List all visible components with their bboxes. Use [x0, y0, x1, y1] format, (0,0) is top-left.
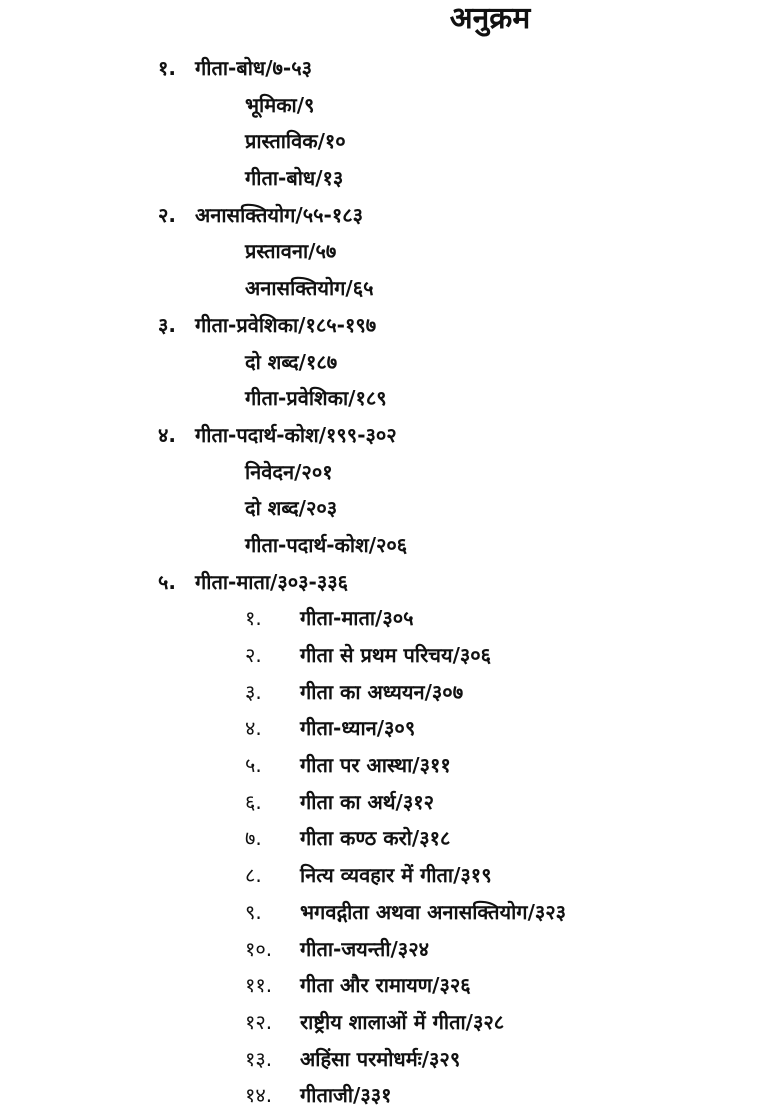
toc-chapter — [0, 747, 780, 784]
entry-title: गीता का अध्ययन/३०७ — [300, 679, 464, 704]
toc-subsection — [0, 123, 780, 160]
toc-section — [0, 197, 780, 234]
toc-subsection — [0, 160, 780, 197]
toc-chapter — [0, 1077, 780, 1114]
entry-title: गीताजी/३३१ — [300, 1083, 392, 1108]
entry-number: १. — [245, 606, 262, 631]
entry-title: गीता-जयन्ती/३२४ — [300, 936, 430, 961]
toc-subsection — [0, 454, 780, 491]
entry-number: १२. — [245, 1009, 273, 1034]
entry-title: अहिंसा परमोधर्मः/३२९ — [300, 1046, 461, 1071]
entry-title: गीता-ध्यान/३०९ — [300, 716, 416, 741]
entry-title: दो शब्द/१८७ — [245, 349, 338, 374]
entry-title: गीता-बोध/७-५३ — [195, 56, 313, 80]
toc-chapter — [0, 820, 780, 857]
entry-number: २. — [245, 643, 262, 667]
entry-title: गीता-प्रवेशिका/१८५-१९७ — [195, 312, 377, 337]
entry-title: भगवद्गीता अथवा अनासक्तियोग/३२३ — [300, 899, 567, 924]
entry-number: ३. — [245, 679, 262, 704]
toc-chapter — [0, 1004, 780, 1041]
entry-number: ११. — [245, 973, 273, 998]
toc-chapter — [0, 894, 780, 931]
entry-title: गीता-माता/३०५ — [300, 606, 414, 631]
toc-subsection — [0, 344, 780, 381]
toc-chapter — [0, 710, 780, 747]
toc-subsection — [0, 233, 780, 270]
entry-number: १. — [158, 56, 176, 80]
entry-title: गीता-प्रवेशिका/१८९ — [245, 386, 387, 411]
toc-subsection — [0, 527, 780, 564]
entry-number: ७. — [245, 826, 262, 851]
entry-title: गीता और रामायण/३२६ — [300, 973, 471, 998]
toc-chapter — [0, 931, 780, 968]
toc-section — [0, 307, 780, 344]
entry-title: प्रस्तावना/५७ — [245, 239, 337, 264]
entry-number: ५. — [158, 569, 176, 594]
entry-title: प्रास्ताविक/१० — [245, 129, 346, 154]
toc-subsection — [0, 270, 780, 307]
entry-title: राष्ट्रीय शालाओं में गीता/३२८ — [300, 1009, 505, 1034]
entry-title: गीता-पदार्थ-कोश/२०६ — [245, 532, 408, 557]
toc-subsection — [0, 380, 780, 417]
entry-title: अनासक्तियोग/६५ — [245, 276, 374, 301]
entry-number: ४. — [245, 716, 262, 741]
toc-section — [0, 564, 780, 601]
entry-title: दो शब्द/२०३ — [245, 496, 338, 521]
entry-number: ८. — [245, 863, 262, 888]
entry-title: गीता-माता/३०३-३३६ — [195, 569, 349, 594]
toc-section — [0, 417, 780, 454]
toc-chapter — [0, 1041, 780, 1078]
entry-title: गीता से प्रथम परिचय/३०६ — [300, 643, 492, 667]
page-title: अनुक्रम — [449, 1, 531, 36]
entry-number: ३. — [158, 312, 176, 337]
toc-chapter — [0, 784, 780, 821]
table-of-contents — [0, 50, 780, 1114]
entry-title: गीता पर आस्था/३११ — [300, 753, 451, 778]
entry-number: ४. — [158, 422, 176, 447]
entry-title: निवेदन/२०१ — [245, 459, 333, 484]
entry-title: अनासक्तियोग/५५-१८३ — [195, 202, 364, 227]
entry-title: गीता का अर्थ/३१२ — [300, 789, 435, 814]
entry-number: १०. — [245, 936, 273, 961]
entry-title: गीता-बोध/१३ — [245, 166, 344, 191]
entry-title: नित्य व्यवहार में गीता/३१९ — [300, 863, 492, 888]
toc-chapter — [0, 674, 780, 711]
toc-section — [0, 50, 780, 87]
toc-chapter — [0, 967, 780, 1004]
entry-number: ९. — [245, 899, 262, 924]
toc-chapter — [0, 857, 780, 894]
toc-chapter — [0, 600, 780, 637]
entry-number: ६. — [245, 789, 262, 814]
entry-number: १३. — [245, 1046, 273, 1071]
entry-title: भूमिका/९ — [245, 92, 315, 117]
entry-number: ५. — [245, 753, 262, 778]
entry-number: १४. — [245, 1083, 273, 1108]
entry-number: २. — [158, 202, 176, 227]
toc-subsection — [0, 490, 780, 527]
entry-title: गीता कण्ठ करो/३१८ — [300, 826, 451, 851]
toc-chapter — [0, 637, 780, 674]
entry-title: गीता-पदार्थ-कोश/१९९-३०२ — [195, 422, 397, 447]
toc-subsection — [0, 87, 780, 124]
